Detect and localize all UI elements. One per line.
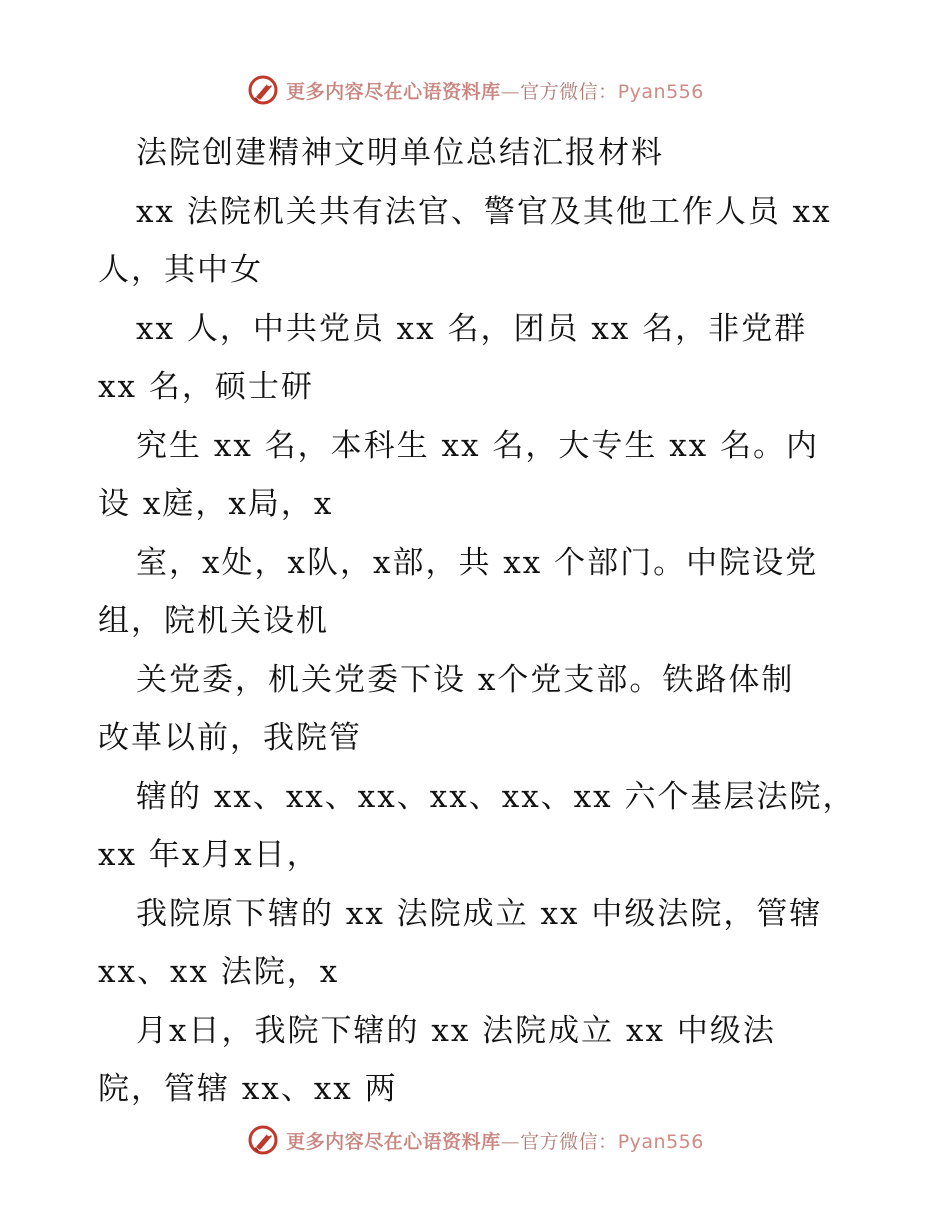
text-line: xx 名，硕士研 bbox=[98, 369, 314, 405]
banner-main-text: 更多内容尽在心语资料库 bbox=[286, 80, 501, 103]
banner-dash: — bbox=[500, 1130, 521, 1153]
banner-main-text: 更多内容尽在心语资料库 bbox=[286, 1130, 501, 1153]
banner-dash: — bbox=[500, 80, 521, 103]
text-line: 关党委，机关党委下设 x个党支部。铁路体制 bbox=[136, 661, 795, 698]
text-line: 设 x庭，x局，x bbox=[98, 486, 334, 522]
text-line: xx 法院机关共有法官、警官及其他工作人员 xx bbox=[136, 193, 832, 230]
banner-wechat-label: 官方微信： bbox=[520, 1130, 618, 1153]
text-line: xx 年x月x日， bbox=[98, 837, 320, 873]
pen-logo-icon bbox=[246, 73, 280, 107]
text-line: 月x日，我院下辖的 xx 法院成立 xx 中级法 bbox=[136, 1012, 776, 1049]
document-body bbox=[98, 124, 858, 1119]
text-line: 我院原下辖的 xx 法院成立 xx 中级法院，管辖 bbox=[136, 895, 823, 932]
footer-banner bbox=[0, 1120, 950, 1160]
text-line: 改革以前，我院管 bbox=[98, 720, 362, 756]
text-line: 人，其中女 bbox=[98, 252, 263, 288]
banner-wechat-id: Pyan556 bbox=[617, 80, 704, 103]
text-line: 法院创建精神文明单位总结汇报材料 bbox=[136, 135, 664, 171]
text-line: 组，院机关设机 bbox=[98, 603, 329, 639]
pen-logo-icon bbox=[246, 1123, 280, 1157]
banner-wechat-id: Pyan556 bbox=[617, 1130, 704, 1153]
header-banner bbox=[0, 70, 950, 110]
text-line: 室，x处，x队，x部，共 xx 个部门。中院设党 bbox=[136, 544, 819, 581]
banner-wechat-label: 官方微信： bbox=[520, 80, 618, 103]
text-line: 辖的 xx、xx、xx、xx、xx、xx 六个基层法院， bbox=[136, 778, 856, 815]
text-line: xx 人，中共党员 xx 名，团员 xx 名，非党群 bbox=[136, 310, 808, 347]
text-line: 究生 xx 名，本科生 xx 名，大专生 xx 名。内 bbox=[136, 427, 820, 464]
text-line: 院，管辖 xx、xx 两 bbox=[98, 1071, 398, 1107]
text-line: xx、xx 法院，x bbox=[98, 954, 340, 990]
